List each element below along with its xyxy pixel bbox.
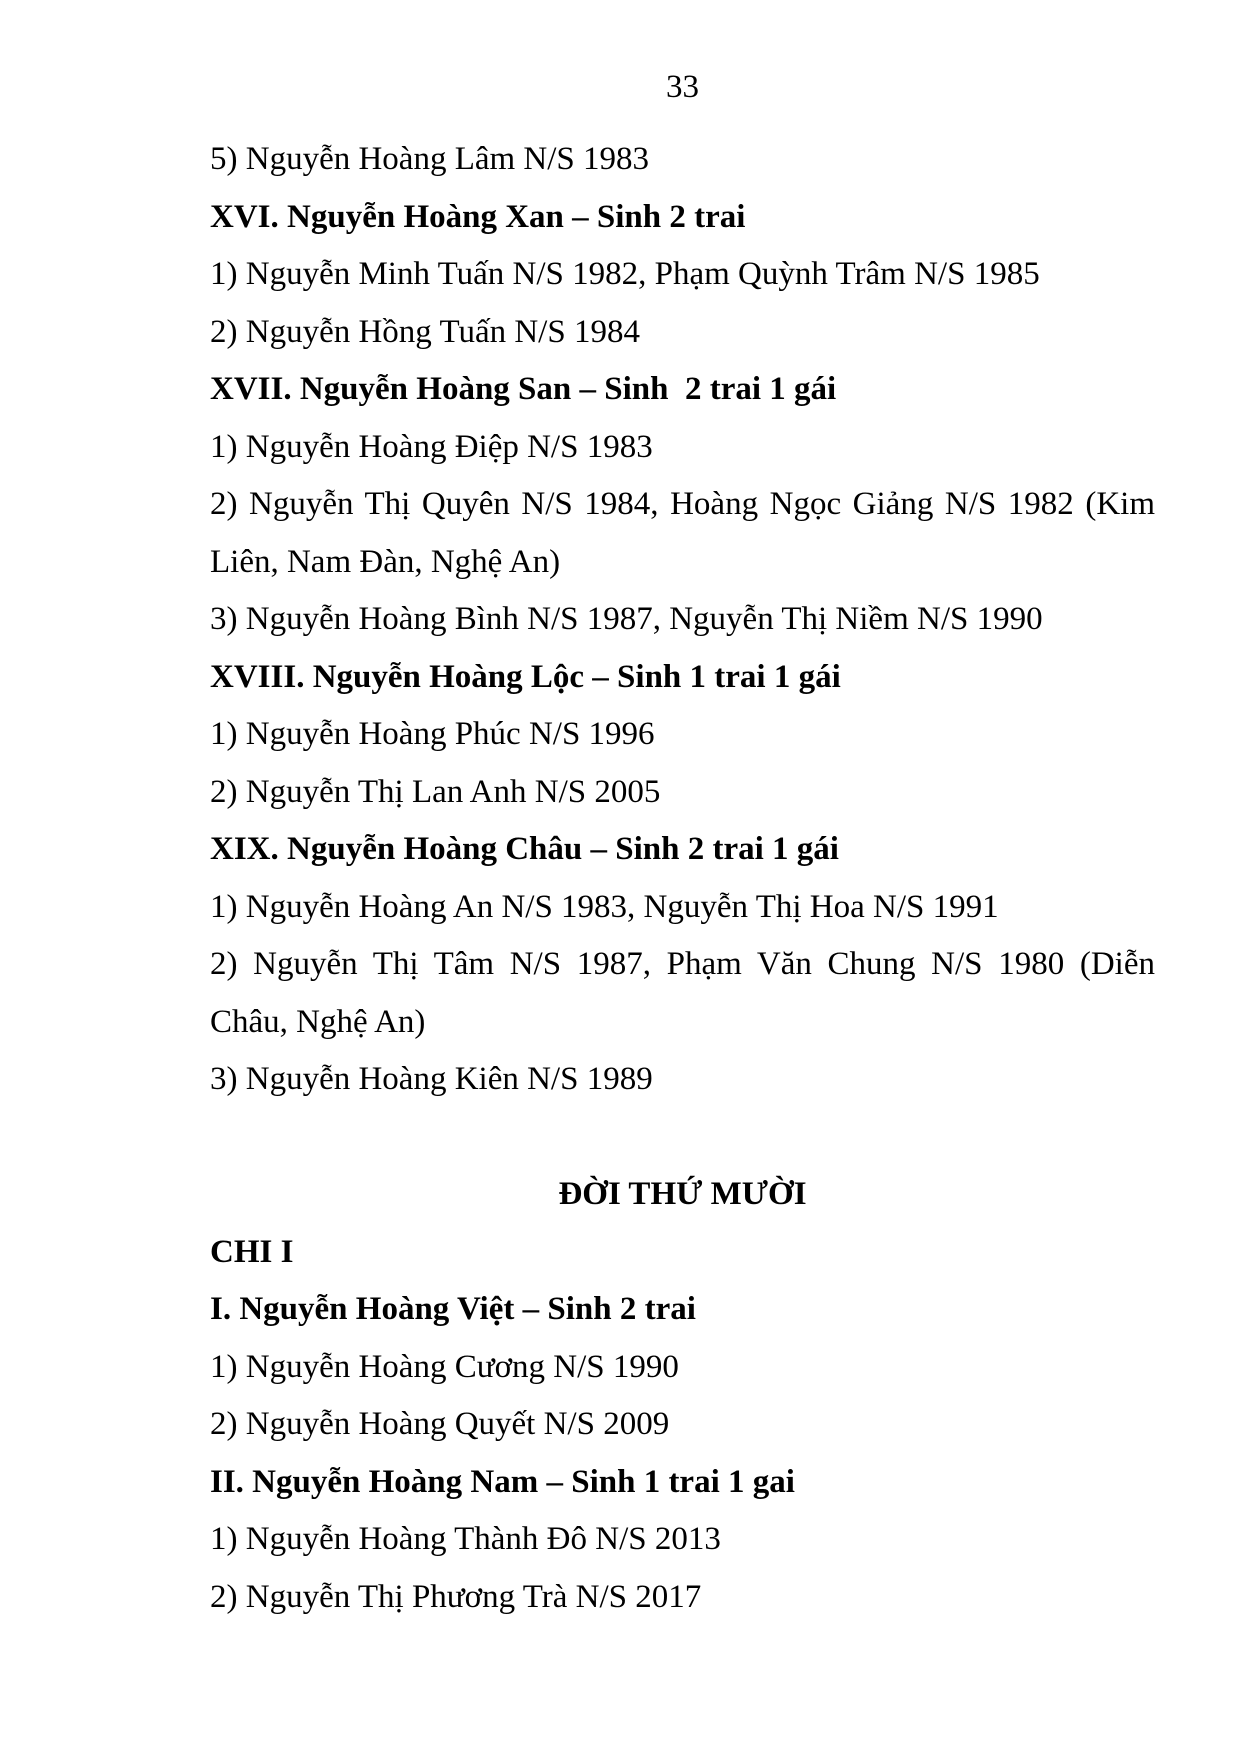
entry-line: 2) Nguyễn Hoàng Quyết N/S 2009	[210, 1406, 670, 1442]
section-heading-line: I. Nguyễn Hoàng Việt – Sinh 2 trai	[210, 1291, 696, 1327]
entry-line: 5) Nguyễn Hoàng Lâm N/S 1983	[210, 141, 650, 177]
entry-line: 1) Nguyễn Hoàng Cương N/S 1990	[210, 1348, 679, 1385]
entry-line: 2) Nguyễn Hồng Tuấn N/S 1984	[210, 313, 640, 350]
entry-line: 1) Nguyễn Hoàng Thành Đô N/S 2013	[210, 1521, 721, 1557]
section-heading-line: XVI. Nguyễn Hoàng Xan – Sinh 2 trai	[210, 198, 746, 235]
section-heading-line: II. Nguyễn Hoàng Nam – Sinh 1 trai 1 gai	[210, 1463, 795, 1500]
entry-line: 1) Nguyễn Hoàng An N/S 1983, Nguyễn Thị Hoa N/S 1991	[210, 888, 999, 925]
entry-line: 3) Nguyễn Hoàng Bình N/S 1987, Nguyễn Thị Niềm N/S 1990	[210, 601, 1043, 637]
blank-line	[210, 1109, 1155, 1167]
entry-line: 1) Nguyễn Hoàng Điệp N/S 1983	[210, 428, 653, 465]
entry-line: 1) Nguyễn Hoàng Phúc N/S 1996	[210, 716, 655, 752]
entry-line: 2) Nguyễn Thị Tâm N/S 1987, Phạm Văn Chung N/S 1980 (Diễn	[210, 946, 1155, 982]
entry-line: 3) Nguyễn Hoàng Kiên N/S 1989	[210, 1061, 653, 1097]
document-body	[210, 131, 1155, 1626]
entry-continuation-line: Liên, Nam Đàn, Nghệ An)	[210, 543, 561, 580]
entry-line: 2) Nguyễn Thị Phương Trà N/S 2017	[210, 1578, 702, 1615]
entry-line: 2) Nguyễn Thị Quyên N/S 1984, Hoàng Ngọc Giảng N/S 1982 (Kim	[210, 486, 1155, 522]
section-heading-line: XVII. Nguyễn Hoàng San – Sinh 2 trai 1 gái	[210, 371, 837, 407]
generation-heading-line: ĐỜI THỨ MƯỜI	[558, 1176, 807, 1212]
page-number: 33	[666, 69, 699, 105]
branch-heading-line: CHI I	[210, 1233, 294, 1270]
section-heading-line: XVIII. Nguyễn Hoàng Lộc – Sinh 1 trai 1 gái	[210, 658, 841, 695]
entry-continuation-line: Châu, Nghệ An)	[210, 1003, 426, 1040]
entry-line: 1) Nguyễn Minh Tuấn N/S 1982, Phạm Quỳnh Trâm N/S 1985	[210, 256, 1040, 292]
section-heading-line: XIX. Nguyễn Hoàng Châu – Sinh 2 trai 1 gái	[210, 831, 839, 867]
entry-line: 2) Nguyễn Thị Lan Anh N/S 2005	[210, 773, 661, 810]
